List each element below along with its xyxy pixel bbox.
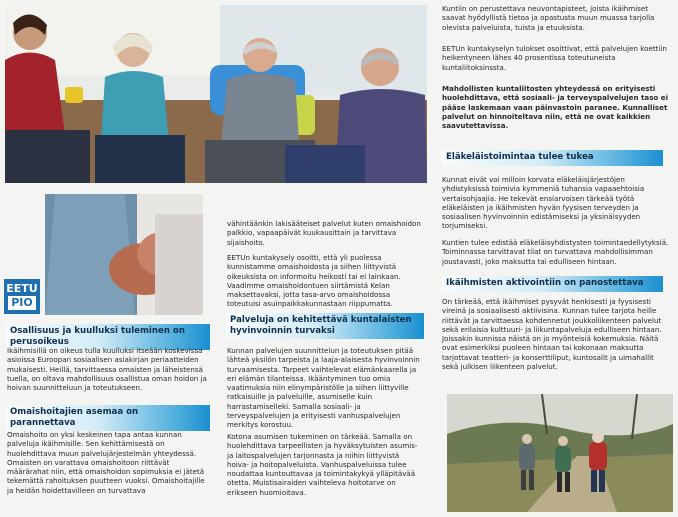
- right-merger-paragraph: Mahdollisten kuntaliitosten yhteydessä on erityisesti huolehdittava, että sosiaali- ja terveyspalvelujen taso ei pääse laskemaan vaan päinvastoin paranee. Kunnalliset palvelut on hinnoiteltava niin, että ne ovat kaikkien saavutettavissa.: [442, 84, 669, 131]
- section-body-services-1: Kunnan palvelujen suunnittelun ja toteutuksen pitää lähteä yksilön tarpeista ja laaja-alaisesta hyvinvoinnin turvaamisesta. Tarpeet vaihtelevat elämänkaarella ja eri elämän tilanteissa. Ikääntyminen tuo omia vaatimuksia niin elinympäristölle ja siihen liittyville ratkaisuille ja palveluille, asumiselle kuin harrastamiselleki. Samalla sosiaali- ja terveyspalvelujen ja erityisesti vanhuspalvelujen merkitys korostuu.: [227, 346, 420, 430]
- section-body-activation: On tärkeää, että ikäihmiset pysyvät henkisesti ja fyysisesti vireinä ja sosiaalisesti aktiivisina. Kunnan tulee tarjota heille riittävät ja tarvittaessa kohdennetut joukkoliikenteen palvelut sekä erilaisia kulttuuri- ja liikuntapalveluja edulliseen hintaan. Joissakin kunnissa näistä on jo myönteisiä kokemuksia. Näitä ovat esimerkiksi puoleen hintaan tai kokonaan maksutta tarjottavat teatteri- ja konserttiliput, kuntosalit ja uimahallit sekä julkisen liikenteen palvelut.: [442, 297, 662, 372]
- section-body-caregivers: Omaishoito on yksi keskeinen tapa antaa kunnan palveluja ikäihmisille. Sen kehittämisestä on huolehdittava muun palvelujärjestelmän yhteydessä. Omaisten on varattava omaishoitoon riittävät määrärahat niin, että omaishoidon sopimuksia ei jätetä tekemättä rahoituksen puutteen vuoksi. Omaishoitajille ja heidän hoidettavilleen on turvattava: [7, 430, 205, 495]
- logo-line2: PIO: [8, 296, 36, 310]
- walkers-photo: [447, 394, 673, 512]
- section-body-participation: Ikäihmisillä on oikeus tulla kuulluksi itseään koskevissa asioissa Euroopan sosiaalisen asiakirjan periaatteiden mukaisesti. Heillä, tarvittaessa omaisten ja läheistensä tuella, on oltava mahdollisuus osallistua oman hoidon ja hoivan suunnitteluun ja toteutukseen.: [7, 346, 207, 393]
- section-heading-pensioners: Eläkeläistoimintaa tulee tukea: [442, 150, 663, 166]
- seniors-sofa-photo: [5, 5, 427, 183]
- section-body-pensioners-2: Kuntien tulee edistää eläkeläisyhdistysten toimintaedellytyksiä. Toiminnassa tarvittavat tilat on turvattava mahdollisimman joustavasti, joko maksutta tai edulliseen hintaan.: [442, 238, 669, 266]
- right-info-paragraph: Kuntiin on perustettava neuvontapisteet, joista ikäihmiset saavat hyödyllistä tietoa ja opastusta muun muassa tarjolla olevista palveluista, tuista ja etuuksista.: [442, 4, 655, 32]
- section-body-pensioners-1: Kunnat eivät voi milloin korvata eläkeläisjärjestöjen yhdistyksissä toimivia kymmeniä tuhansia vapaaehtoisia vertaisohjaajia. He tekevät ensiarvoisen tärkeää työtä eläkeläisten ja ikäihmisten hyvän fyysisen terveyden ja sosiaalisen hyvinvoinnin edistämiseksi ja yksinäisyyden torjumiseksi.: [442, 175, 645, 231]
- right-survey-paragraph: EETUn kuntakyselyn tulokset osoittivat, että palvelujen koettiin heikentyneen lähes 40 prosentissa toteutuneista kuntaliitoksinssta.: [442, 44, 667, 72]
- section-heading-services: Palveluja on kehitettävä kuntalaisten hyvinvoinnin turvaksi: [226, 313, 424, 339]
- section-heading-participation: Osallisuus ja kuulluksi tuleminen on perusoikeus: [6, 324, 210, 350]
- logo-line1: EETU: [6, 282, 38, 295]
- section-heading-caregivers: Omaishoitajien asemaa on parannettava: [6, 405, 210, 431]
- section-heading-activation: Ikäihmisten aktivointiin on panostettava: [442, 276, 663, 292]
- holding-hands-photo: [45, 194, 203, 315]
- section-body-services-2: Kotona asumisen tukeminen on tärkeää. Samalla on huolehdittava tarpeellisten ja hyväksytuisten asumis- ja laitospalvelujen tarjonnasta ja niihin liittyvistä hoiva- ja hoitopalveluista. Vanhuspalveluissa tulee noudattaa kuntouttavaa ja toimintakykyä ylläpitävää otetta. Muistisairaiden vaihteleva hoitotarve on erikseen huomioitava.: [227, 432, 418, 497]
- middle-intro-paragraph: vähintäänkin lakisääteiset palvelut kuten omaishoidon palkkio, vapaapäivät kuukausittain ja tarvittava sijaishoito.: [227, 219, 421, 247]
- eetu-pio-logo: [4, 279, 40, 314]
- middle-survey-paragraph: EETUn kuntakysely osoitti, että yli puolessa kunnistamme omaishoidosta ja siihen liittyvistä oikeuksista on informoitu heikosti tai ei lainkaan. Vaadimme omaishoidontuen siirtämistä Kelan maksettavaksi, jotta tasa-arvo omaishoidossa toteutuisi asuinpaikkakunnastaan riippumatta.: [227, 253, 401, 309]
